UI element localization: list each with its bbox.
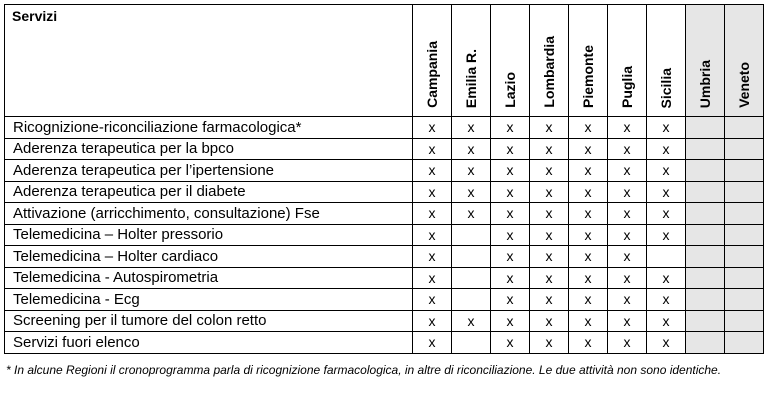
service-name-cell: Ricognizione-riconciliazione farmacologica* [5, 117, 413, 139]
availability-cell: x [413, 160, 452, 182]
availability-cell: x [647, 181, 686, 203]
service-name-cell: Telemedicina - Ecg [5, 289, 413, 311]
table-row [5, 246, 764, 268]
availability-cell: x [647, 160, 686, 182]
availability-cell: x [569, 246, 608, 268]
region-header-sicilia [647, 5, 686, 117]
availability-cell: x [647, 117, 686, 139]
availability-cell [725, 160, 764, 182]
availability-cell [686, 332, 725, 354]
availability-cell [686, 203, 725, 225]
availability-cell [452, 267, 491, 289]
availability-cell: x [569, 203, 608, 225]
availability-cell: x [413, 267, 452, 289]
availability-cell: x [491, 160, 530, 182]
availability-cell: x [530, 117, 569, 139]
availability-cell: x [530, 138, 569, 160]
availability-cell [725, 181, 764, 203]
availability-cell [452, 332, 491, 354]
availability-cell: x [647, 138, 686, 160]
table-row [5, 138, 764, 160]
availability-cell: x [569, 181, 608, 203]
region-header-puglia [608, 5, 647, 117]
availability-cell: x [569, 160, 608, 182]
availability-cell: x [452, 160, 491, 182]
availability-cell: x [530, 332, 569, 354]
footnote: * In alcune Regioni il cronoprogramma parla di ricognizione farmacologica, in altre di riconciliazione. Le due attività non sono identiche. [6, 363, 722, 377]
service-name-cell: Aderenza terapeutica per l’ipertensione [5, 160, 413, 182]
availability-cell: x [413, 203, 452, 225]
availability-cell: x [569, 224, 608, 246]
availability-cell: x [530, 246, 569, 268]
availability-cell: x [491, 310, 530, 332]
availability-cell: x [413, 289, 452, 311]
region-header-veneto [725, 5, 764, 117]
availability-cell: x [608, 117, 647, 139]
availability-cell: x [452, 310, 491, 332]
availability-cell: x [569, 332, 608, 354]
availability-cell: x [413, 224, 452, 246]
availability-cell: x [647, 310, 686, 332]
availability-cell: x [452, 138, 491, 160]
region-header-emilia-r [452, 5, 491, 117]
availability-cell [725, 289, 764, 311]
service-name-cell: Screening per il tumore del colon retto [5, 310, 413, 332]
availability-cell: x [452, 203, 491, 225]
availability-cell: x [608, 289, 647, 311]
table-body [5, 117, 764, 354]
region-name: Puglia [619, 65, 635, 108]
availability-cell: x [647, 267, 686, 289]
service-name-cell: Servizi fuori elenco [5, 332, 413, 354]
service-name-cell: Telemedicina – Holter cardiaco [5, 246, 413, 268]
availability-cell [725, 332, 764, 354]
table-row [5, 203, 764, 225]
availability-cell: x [491, 224, 530, 246]
availability-cell [725, 267, 764, 289]
availability-cell [725, 117, 764, 139]
availability-cell: x [569, 138, 608, 160]
availability-cell: x [491, 138, 530, 160]
availability-cell: x [647, 224, 686, 246]
availability-cell: x [491, 267, 530, 289]
region-name: Lazio [502, 72, 518, 108]
region-name: Sicilia [658, 67, 674, 108]
availability-cell: x [491, 117, 530, 139]
availability-cell: x [608, 310, 647, 332]
availability-cell: x [608, 203, 647, 225]
availability-cell: x [608, 267, 647, 289]
availability-cell [725, 246, 764, 268]
availability-cell [686, 160, 725, 182]
availability-cell: x [491, 332, 530, 354]
availability-cell: x [608, 332, 647, 354]
region-header-umbria [686, 5, 725, 117]
region-name: Emilia R. [463, 48, 479, 108]
region-name: Umbria [697, 59, 713, 108]
availability-cell: x [569, 117, 608, 139]
availability-cell: x [413, 138, 452, 160]
region-header-campania [413, 5, 452, 117]
availability-cell: x [530, 267, 569, 289]
availability-cell: x [530, 160, 569, 182]
availability-cell [725, 224, 764, 246]
availability-cell [725, 203, 764, 225]
services-table-container [4, 4, 764, 354]
availability-cell [725, 310, 764, 332]
table-row [5, 224, 764, 246]
availability-cell: x [608, 181, 647, 203]
availability-cell: x [647, 332, 686, 354]
table-row [5, 332, 764, 354]
availability-cell [452, 246, 491, 268]
services-column-header: Servizi [5, 5, 413, 117]
availability-cell [452, 224, 491, 246]
service-name-cell: Attivazione (arricchimento, consultazione) Fse [5, 203, 413, 225]
service-name-cell: Aderenza terapeutica per il diabete [5, 181, 413, 203]
availability-cell [686, 224, 725, 246]
availability-cell: x [569, 310, 608, 332]
availability-cell [686, 117, 725, 139]
table-row [5, 117, 764, 139]
availability-cell: x [413, 332, 452, 354]
availability-cell: x [608, 224, 647, 246]
availability-cell: x [530, 181, 569, 203]
table-row [5, 160, 764, 182]
availability-cell: x [608, 246, 647, 268]
availability-cell [686, 246, 725, 268]
availability-cell [686, 181, 725, 203]
table-row [5, 289, 764, 311]
region-header-lombardia [530, 5, 569, 117]
region-header-lazio [491, 5, 530, 117]
table-row [5, 310, 764, 332]
table-row [5, 267, 764, 289]
header-row [5, 5, 764, 117]
availability-cell: x [413, 117, 452, 139]
availability-cell: x [413, 246, 452, 268]
region-header-piemonte [569, 5, 608, 117]
region-name: Campania [424, 41, 440, 108]
availability-cell: x [608, 138, 647, 160]
availability-cell [686, 138, 725, 160]
availability-cell [686, 310, 725, 332]
availability-cell [725, 138, 764, 160]
availability-cell: x [491, 246, 530, 268]
availability-cell: x [569, 267, 608, 289]
region-name: Lombardia [541, 36, 557, 108]
availability-cell: x [530, 289, 569, 311]
availability-cell: x [530, 203, 569, 225]
service-name-cell: Telemedicina – Holter pressorio [5, 224, 413, 246]
availability-cell: x [413, 310, 452, 332]
availability-cell: x [569, 289, 608, 311]
availability-cell: x [647, 203, 686, 225]
availability-cell: x [608, 160, 647, 182]
availability-cell: x [491, 181, 530, 203]
availability-cell: x [452, 181, 491, 203]
availability-cell [647, 246, 686, 268]
availability-cell: x [413, 181, 452, 203]
table-row [5, 181, 764, 203]
availability-cell: x [491, 289, 530, 311]
availability-cell: x [530, 224, 569, 246]
availability-cell [452, 289, 491, 311]
availability-cell [686, 289, 725, 311]
region-name: Veneto [736, 62, 752, 108]
region-name: Piemonte [580, 44, 596, 108]
availability-cell: x [530, 310, 569, 332]
availability-cell [686, 267, 725, 289]
availability-cell: x [647, 289, 686, 311]
availability-cell: x [491, 203, 530, 225]
services-table [4, 4, 764, 354]
service-name-cell: Aderenza terapeutica per la bpco [5, 138, 413, 160]
service-name-cell: Telemedicina - Autospirometria [5, 267, 413, 289]
availability-cell: x [452, 117, 491, 139]
